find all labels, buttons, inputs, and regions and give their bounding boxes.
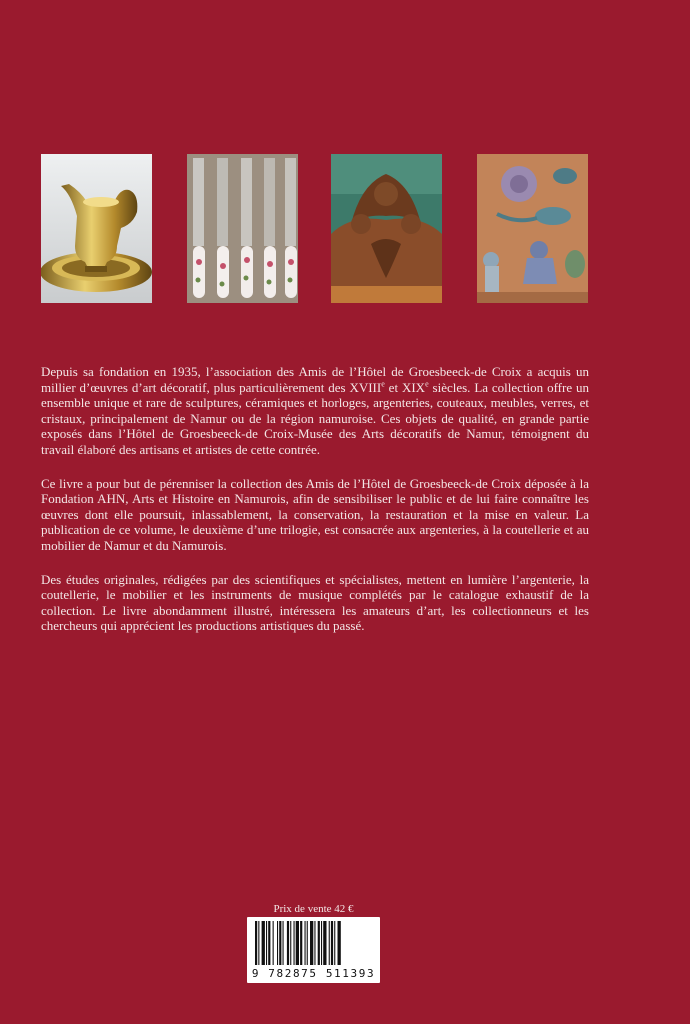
barcode-bar — [323, 921, 326, 965]
barcode-bar — [305, 921, 306, 965]
barcode-bar — [296, 921, 299, 965]
barcode-bar — [331, 921, 333, 965]
barcode-bar — [266, 921, 267, 965]
image-strip — [41, 154, 589, 303]
barcode-bar — [321, 921, 322, 965]
barcode — [247, 917, 380, 983]
isbn-number: 9 782875 511393 — [251, 967, 376, 980]
barcode-bar — [310, 921, 313, 965]
barcode-bar — [273, 921, 274, 965]
barcode-bar — [307, 921, 308, 965]
barcode-bar — [294, 921, 295, 965]
description-text — [41, 364, 589, 652]
painted-panel-image — [477, 154, 588, 303]
paragraph-content: Des études originales, rédigées par des scientifiques et spécialistes, mettent en lumière l’argenterie, la coutellerie, le mobilier et les instruments de musique complétés par le catalogue exhaustif de la collection. Le livre abondamment illustré, intéressera les amateurs d’art, les collectionneurs et les chercheurs qui apprécient les productions artistiques du passé. — [41, 571, 589, 634]
barcode-bar — [262, 921, 265, 965]
barcode-bar — [268, 921, 270, 965]
barcode-bar — [283, 921, 284, 965]
price-label: Prix de vente 42 € — [273, 903, 354, 915]
barcode-bar — [334, 921, 335, 965]
silver-ewer-illustration — [41, 154, 152, 303]
painted-panel-illustration — [477, 154, 588, 303]
barcode-bar — [255, 921, 257, 965]
carved-wood-image — [331, 154, 442, 303]
barcode-bar — [258, 921, 259, 965]
carved-wood-illustration — [331, 154, 442, 303]
barcode-bar — [329, 921, 330, 965]
barcode-bar — [277, 921, 278, 965]
knives-image — [187, 154, 298, 303]
paragraph-history-part-a: Depuis sa fondation en 1935, l’association des Amis de l’Hôtel de Groesbeeck-de Croix a acquis un millier d’œuvres d’art décoratif, plus particulièrement des XVIII — [41, 364, 589, 395]
paragraph-history-part-c: siècles. La collection offre un ensemble unique et rare de sculptures, céramiques et horloges, argenteries, couteaux, meubles, verres, et cristaux, principalement de Namur ou de la région namuroise. Ces objets de qualité, en grande partie exposés dans l’Hôtel de Groesbeeck-de Croix-Musée des Arts décoratifs de Namur, témoignent du travail élaboré des artisans et artistes de cette contrée. — [41, 379, 589, 457]
barcode-bar — [300, 921, 302, 965]
barcode-bars — [253, 921, 374, 967]
barcode-bar — [287, 921, 289, 965]
barcode-bar — [279, 921, 281, 965]
paragraph-purpose: Ce livre a pour but de pérenniser la collection des Amis de l’Hôtel de Groesbeeck-de Croix déposée à la Fondation AHN, Arts et Histoire en Namurois, afin de sensibiliser le public et de lui faire connaître les œuvres dont elle poursuit, inlassablement, la conservation, la restauration et la mise en valeur. La publication de ce volume, le deuxième d’une trilogie, est consacrée aux argenteries, à la coutellerie et au mobilier de Namur et du Namurois. — [41, 475, 589, 553]
superscript-e: e — [381, 379, 385, 389]
barcode-bar — [338, 921, 341, 965]
silver-ewer-image — [41, 154, 152, 303]
knives-illustration — [187, 154, 298, 303]
barcode-bar — [290, 921, 291, 965]
barcode-bar — [314, 921, 315, 965]
barcode-bar — [318, 921, 320, 965]
paragraph-history-part-b: et XIX — [384, 379, 426, 395]
superscript-e: e — [425, 379, 429, 389]
paragraph-history — [41, 364, 589, 458]
